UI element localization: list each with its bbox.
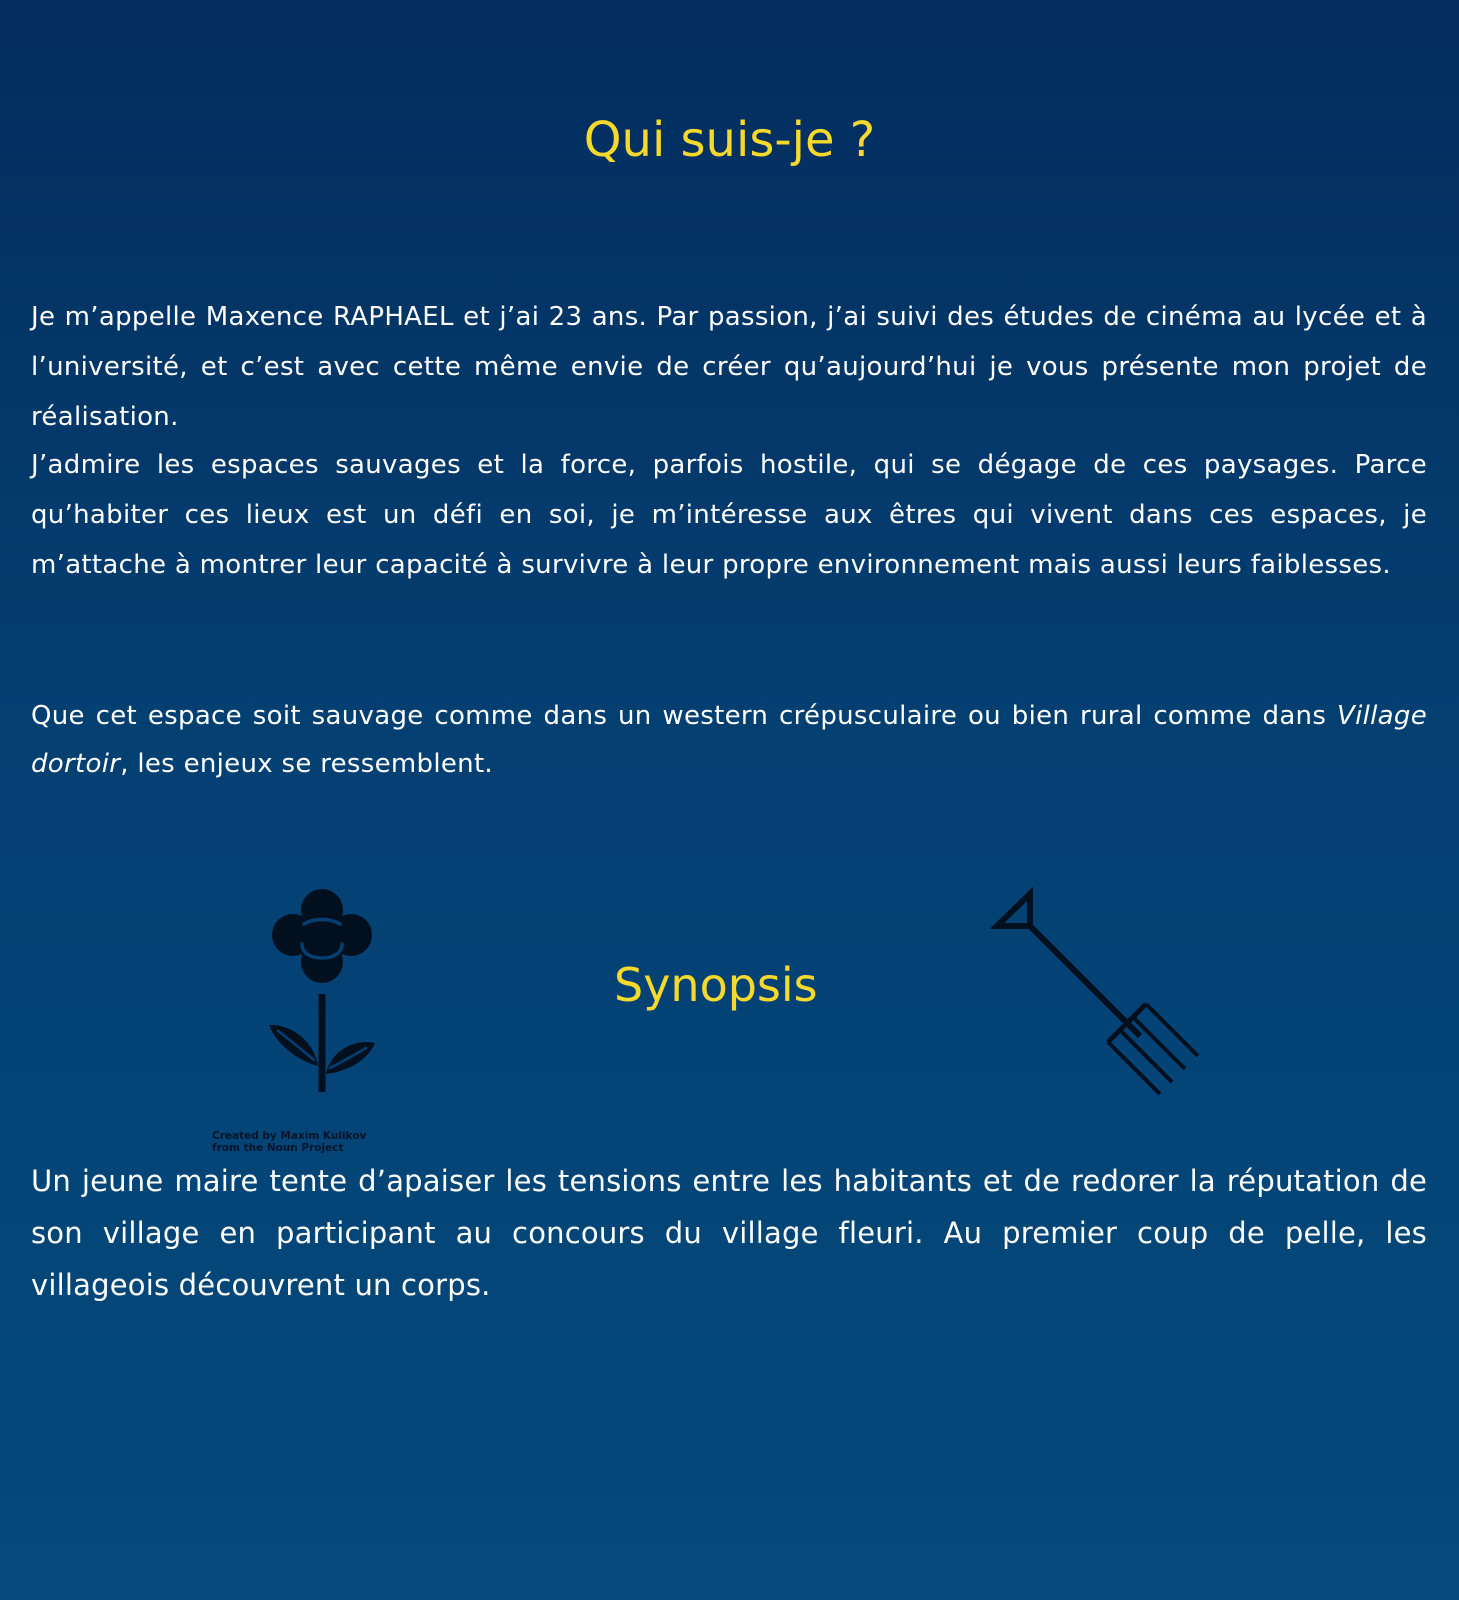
section-title-synopsis: Synopsis bbox=[614, 958, 818, 1012]
interests-paragraph: J’admire les espaces sauvages et la force, parfois hostile, qui se dégage de ces paysages. Parce qu’habiter ces lieux est un défi en soi, je m’intéresse aux êtres qui vivent dans ces espaces, je m’attache à montrer leur capacité à survivre à leur propre environnement mais aussi leurs faiblesses. bbox=[31, 450, 1427, 580]
icon-credit-line2: from the Noun Project bbox=[212, 1141, 344, 1154]
page-title: Qui suis-je ? bbox=[583, 112, 876, 168]
themes-text-end: , les enjeux se ressemblent. bbox=[120, 749, 493, 779]
pitchfork-icon bbox=[990, 880, 1220, 1105]
themes-paragraph bbox=[31, 692, 1427, 788]
themes-text-start: Que cet espace soit sauvage comme dans un western crépusculaire ou bien rural comme dans bbox=[31, 701, 1337, 731]
film-title: Village dortoir bbox=[31, 701, 1427, 779]
synopsis-text: Un jeune maire tente d’apaiser les tensions entre les habitants et de redorer la réputation de son village en participant au concours du village fleuri. Au premier coup de pelle, les villageois découvrent un corps. bbox=[31, 1164, 1427, 1302]
flower-icon bbox=[262, 888, 382, 1098]
intro-paragraph: Je m’appelle Maxence RAPHAEL et j’ai 23 ans. Par passion, j’ai suivi des études de cinéma au lycée et à l’université, et c’est avec cette même envie de créer qu’aujourd’hui je vous présente mon projet de réalisation. bbox=[31, 302, 1427, 432]
icon-credit bbox=[212, 1131, 366, 1154]
icon-credit-line1: Created by Maxim Kulikov bbox=[212, 1130, 367, 1142]
